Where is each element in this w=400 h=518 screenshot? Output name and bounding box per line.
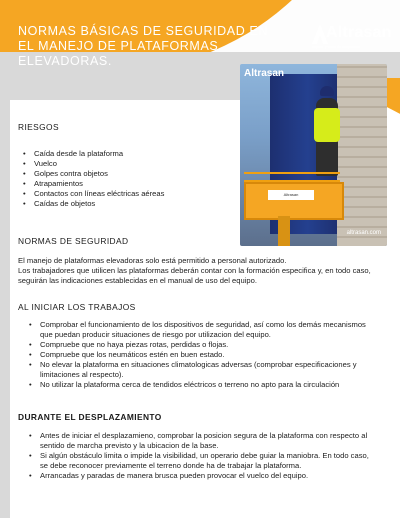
riesgos-item: • Golpes contra objetos xyxy=(18,169,228,179)
riesgos-item: • Caídas de objetos xyxy=(18,199,228,209)
riesgos-item: • Contactos con líneas eléctricas aéreas xyxy=(18,189,228,199)
altrasan-logo xyxy=(312,24,392,54)
logo-name: Altrasan xyxy=(326,24,392,41)
desplazamiento-list xyxy=(24,431,376,481)
inicio-item: • No utilizar la plataforma cerca de tendidos eléctricos o terreno no apto para la circulación xyxy=(24,380,374,390)
normas-paragraphs xyxy=(18,256,380,286)
page-title: NORMAS BÁSICAS DE SEGURIDAD EN EL MANEJO DE PLATAFORMAS ELEVADORAS. xyxy=(18,24,268,68)
inicio-item: • Compruebe que los neumáticos estén en buen estado. xyxy=(24,350,374,360)
basket-sign: Altrasan xyxy=(268,190,314,200)
riesgos-item: • Caída desde la plataforma xyxy=(18,149,228,159)
desplazamiento-item: • Arrancadas y paradas de manera brusca pueden provocar el vuelco del equipo. xyxy=(24,471,376,481)
building-wall xyxy=(337,64,387,246)
inicio-heading: AL INICIAR LOS TRABAJOS xyxy=(18,302,136,312)
logo-tagline: alquiler y venta de maquinaria xyxy=(312,45,360,49)
platform-rail xyxy=(244,172,340,182)
platform-basket xyxy=(244,182,344,220)
inicio-item: • Compruebe que no haya piezas rotas, perdidas o flojas. xyxy=(24,340,374,350)
riesgos-heading: RIESGOS xyxy=(18,122,59,132)
desplazamiento-item: • Antes de iniciar el desplazamieno, comprobar la posicion segura de la plataforma con respecto al sentido de marcha previsto y la ubicacion de la base. xyxy=(24,431,376,451)
normas-paragraph-1: El manejo de plataformas elevadoras solo está permitido a personal autorizado. xyxy=(18,256,287,265)
desplazamiento-item: • Si algún obstáculo limita o impide la visibilidad, un operario debe guiar la maniobra. En todo caso, se debe reconocer previamente el terreno donde ha de trabajar la plataforma. xyxy=(24,451,376,471)
platform-photo xyxy=(240,64,387,246)
worker-helmet xyxy=(320,86,334,96)
photo-logo: Altrasan xyxy=(244,68,285,79)
inicio-item: • Comprobar el funcionamiento de los dispositivos de seguridad, así como los demás mecanismos que puedan producir situaciones de riesgo por utilizacion del equipo. xyxy=(24,320,374,340)
normas-paragraph-2: Los trabajadores que utilicen las plataformas deberán contar con la formación especifica y, en todo caso, seguirán las indicaciones establecidas en el manual de uso del equipo. xyxy=(18,266,371,285)
normas-heading: NORMAS DE SEGURIDAD xyxy=(18,236,129,246)
safety-vest xyxy=(314,108,340,142)
platform-arm xyxy=(278,216,290,246)
riesgos-item: • Atrapamientos xyxy=(18,179,228,189)
inicio-item: • No elevar la plataforma en situaciones climatologicas adversas (comprobar especificaciones y limitaciones al respecto). xyxy=(24,360,374,380)
riesgos-list xyxy=(18,149,228,209)
photo-url: altrasan.com xyxy=(346,230,381,236)
riesgos-item: • Vuelco xyxy=(18,159,228,169)
inicio-list xyxy=(24,320,374,390)
desplazamiento-heading: DURANTE EL DESPLAZAMIENTO xyxy=(18,412,162,422)
